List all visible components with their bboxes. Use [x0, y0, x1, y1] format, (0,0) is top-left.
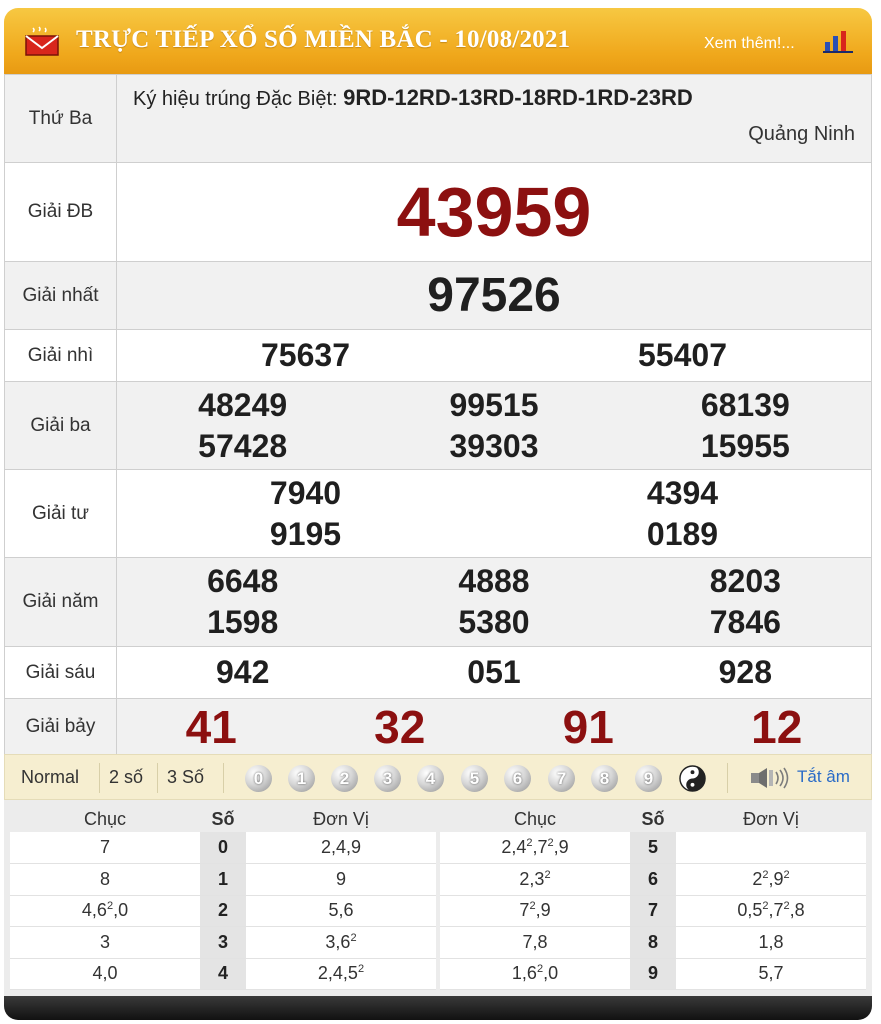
prize-4-row — [5, 470, 872, 558]
header-bar — [4, 8, 872, 74]
prize-3-row — [5, 382, 872, 470]
tens-cell: $1,6^2,0$ — [440, 958, 630, 990]
tens-cell: $4,6^2,0$ — [10, 895, 200, 927]
prize-6-row — [5, 647, 872, 699]
tens-cell: 3 — [10, 927, 200, 959]
first-prize-number: 97526 — [427, 269, 561, 322]
column-header: Số — [630, 806, 676, 832]
head-digit-cell: 7 — [630, 895, 676, 927]
prize-1-row — [5, 262, 872, 330]
tens-cell: $2,4^2,7^2,9$ — [440, 832, 630, 864]
province-name: Quảng Ninh — [748, 123, 855, 145]
prize-label: Giải nhất — [5, 262, 117, 330]
prize-number: 051 — [467, 654, 521, 690]
digit-filter-3[interactable]: 3 — [374, 765, 401, 792]
prize-number: 5380 — [458, 604, 530, 640]
tens-cell: $7^2,9$ — [440, 895, 630, 927]
units-cell — [676, 832, 866, 864]
table-row — [10, 927, 436, 959]
special-code-label: Ký hiệu trúng Đặc Biệt: — [133, 88, 338, 110]
column-header: Số — [200, 806, 246, 832]
digit-filter-8[interactable]: 8 — [591, 765, 618, 792]
digit-filter-5[interactable]: 5 — [461, 765, 488, 792]
digit-filter-7[interactable]: 7 — [548, 765, 575, 792]
prize-label: Giải ba — [5, 382, 117, 470]
column-header: Chục — [10, 806, 200, 832]
prize-number: 12 — [751, 700, 803, 753]
units-cell: $2^2,9^2$ — [676, 864, 866, 896]
prize-number: 9195 — [269, 515, 342, 552]
digit-filter-1[interactable]: 1 — [288, 765, 315, 792]
divider — [99, 763, 100, 793]
digit-filter-2[interactable]: 2 — [331, 765, 358, 792]
digit-filter-9[interactable]: 9 — [635, 765, 662, 792]
table-row — [10, 864, 436, 896]
tens-cell: 8 — [10, 864, 200, 896]
special-prize-number: 43959 — [396, 173, 592, 251]
prize-label: Giải sáu — [5, 647, 117, 699]
page-title: TRỰC TIẾP XỔ SỐ MIỀN BẮC - 10/08/2021 — [76, 26, 571, 53]
column-header: Đơn Vị — [676, 806, 866, 832]
prize-number: 68139 — [700, 386, 790, 423]
divider — [157, 763, 158, 793]
footer-bar — [4, 996, 872, 1020]
head-digit-cell: 9 — [630, 958, 676, 990]
bar-chart-icon[interactable] — [822, 28, 854, 54]
head-digit-cell: 1 — [200, 864, 246, 896]
units-cell: 9 — [246, 864, 436, 896]
prize-number: 41 — [185, 700, 237, 753]
mode-3-digit-button[interactable]: 3 Số — [167, 767, 205, 787]
head-digit-cell: 0 — [200, 832, 246, 864]
info-row — [5, 75, 872, 163]
units-cell: 5,7 — [676, 958, 866, 990]
tens-cell: $2,3^2$ — [440, 864, 630, 896]
prize-label: Giải tư — [5, 470, 117, 558]
mail-icon — [24, 26, 60, 56]
prize-label: Giải nhì — [5, 330, 117, 382]
digit-filter-6[interactable]: 6 — [504, 765, 531, 792]
prize-number: 48249 — [198, 386, 288, 423]
tens-cell: 4,0 — [10, 958, 200, 990]
mode-normal-button[interactable]: Normal — [21, 767, 80, 787]
head-digit-cell: 4 — [200, 958, 246, 990]
table-row — [440, 895, 866, 927]
units-cell: $3,6^2$ — [246, 927, 436, 959]
prize-number: 928 — [718, 654, 773, 690]
table-row — [440, 958, 866, 990]
results-table — [4, 74, 872, 755]
table-row — [440, 864, 866, 896]
see-more-link[interactable]: Xem thêm!... — [704, 35, 795, 52]
prize-number: 4888 — [458, 563, 530, 599]
units-cell: 5,6 — [246, 895, 436, 927]
prize-label: Giải bảy — [5, 699, 117, 755]
prize-7-row — [5, 699, 872, 755]
prize-5-row — [5, 558, 872, 647]
prize-number: 7846 — [709, 604, 781, 640]
prize-number: 55407 — [638, 337, 727, 373]
prize-label: Giải năm — [5, 558, 117, 647]
prize-number: 4394 — [646, 474, 719, 511]
table-row — [440, 927, 866, 959]
divider — [223, 763, 224, 793]
table-row — [10, 832, 436, 864]
display-controls — [4, 754, 872, 800]
speaker-icon[interactable] — [750, 767, 790, 789]
units-cell: $0,5^2,7^2,8$ — [676, 895, 866, 927]
head-digit-cell: 8 — [630, 927, 676, 959]
mute-toggle[interactable]: Tắt âm — [797, 767, 850, 786]
column-header: Đơn Vị — [246, 806, 436, 832]
divider — [727, 763, 728, 793]
column-header: Chục — [440, 806, 630, 832]
table-row — [10, 895, 436, 927]
prize-number: 91 — [562, 700, 614, 753]
table-row — [10, 958, 436, 990]
head-digit-cell: 2 — [200, 895, 246, 927]
mode-2-digit-button[interactable]: 2 số — [109, 767, 144, 787]
prize-number: 0189 — [646, 515, 719, 552]
prize-number: 7940 — [269, 474, 342, 511]
units-cell: 2,4,5$^2$ — [246, 958, 436, 990]
head-digit-cell: 5 — [630, 832, 676, 864]
prize-number: 8203 — [709, 563, 781, 599]
units-cell: 1,8 — [676, 927, 866, 959]
day-label: Thứ Ba — [5, 75, 117, 163]
loto-table-left — [10, 806, 436, 990]
prize-number: 57428 — [198, 427, 288, 464]
special-code-line — [133, 85, 693, 111]
prize-number: 942 — [215, 654, 270, 690]
head-digit-cell: 6 — [630, 864, 676, 896]
tens-cell: 7,8 — [440, 927, 630, 959]
loto-table-right — [440, 806, 866, 990]
tens-cell: 7 — [10, 832, 200, 864]
prize-label: Giải ĐB — [5, 163, 117, 262]
digit-filter-0[interactable]: 0 — [245, 765, 272, 792]
prize-number: 39303 — [449, 427, 539, 464]
prize-number: 75637 — [261, 337, 350, 373]
prize-number: 99515 — [449, 386, 539, 423]
prize-number: 32 — [374, 700, 426, 753]
prize-db-row — [5, 163, 872, 262]
prize-2-row — [5, 330, 872, 382]
digit-filter-4[interactable]: 4 — [417, 765, 444, 792]
prize-number: 1598 — [207, 604, 279, 640]
loto-stats — [4, 800, 872, 996]
prize-number: 6648 — [207, 563, 279, 599]
table-row — [440, 832, 866, 864]
head-digit-cell: 3 — [200, 927, 246, 959]
yin-yang-icon[interactable] — [679, 765, 706, 792]
special-codes: 9RD-12RD-13RD-18RD-1RD-23RD — [343, 85, 693, 110]
units-cell: 2,4,9 — [246, 832, 436, 864]
prize-number: 15955 — [700, 427, 790, 464]
lottery-widget — [4, 8, 872, 1020]
